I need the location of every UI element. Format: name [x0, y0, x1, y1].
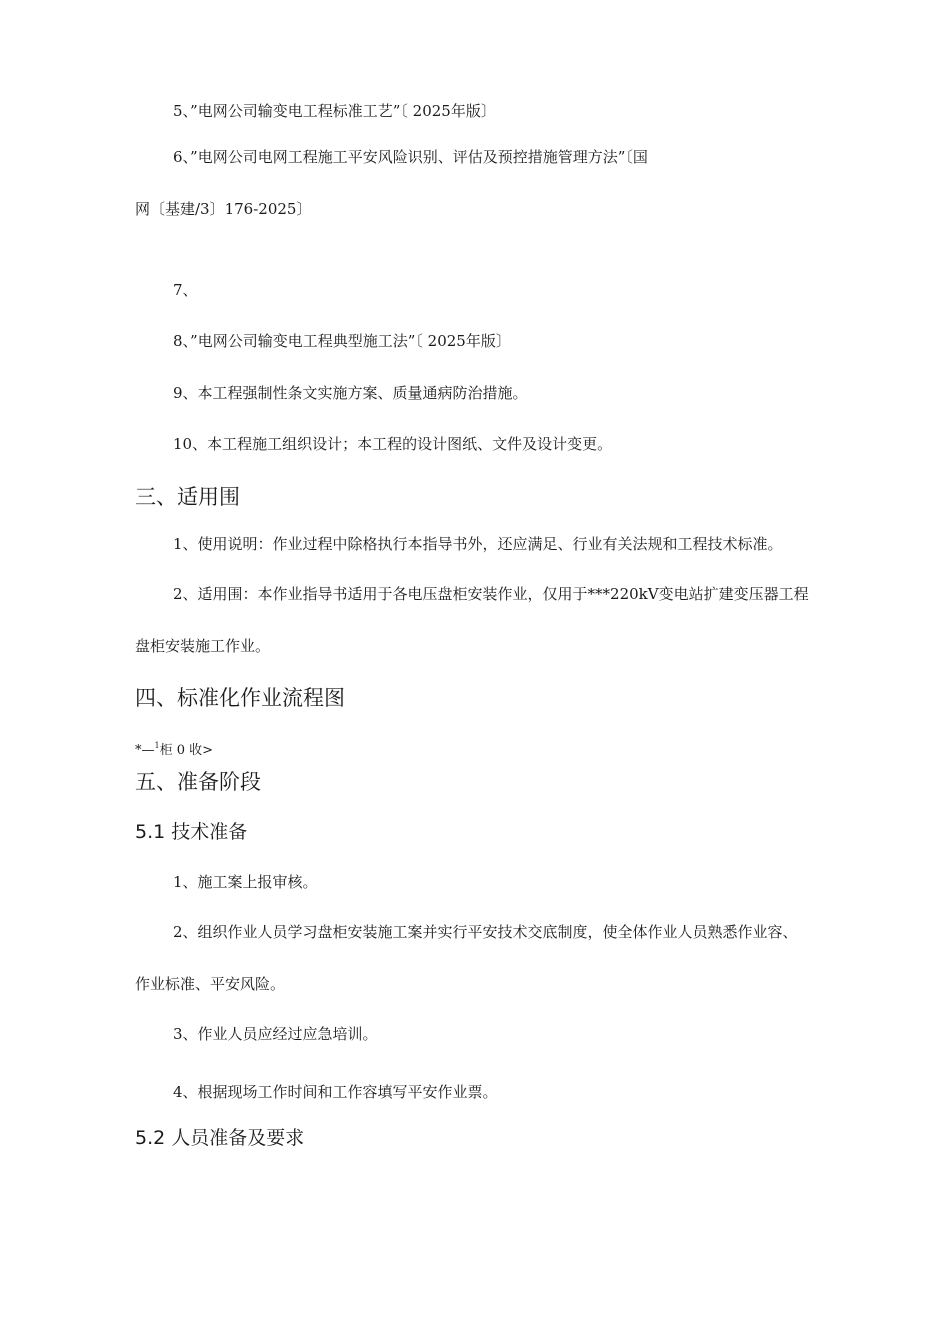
section-5-1-item-3: 3、作业人员应经过应急培训。 — [173, 1025, 378, 1043]
reference-item-6: 6、”电网公司电网工程施工平安风险识别、评估及预控措施管理方法”〔国 — [173, 148, 648, 166]
section-5-1-item-2-continued: 作业标准、平安风险。 — [135, 975, 286, 993]
section-5-2-heading: 5.2 人员准备及要求 — [135, 1127, 305, 1149]
section-5-1-item-2: 2、组织作业人员学习盘柜安装施工案并实行平安技术交底制度，使全体作业人员熟悉作业容、 — [173, 923, 798, 941]
section-3-item-2-continued: 盘柜安装施工作业。 — [135, 637, 271, 655]
reference-item-9: 9、本工程强制性条文实施方案、质量通病防治措施。 — [173, 384, 528, 402]
section-3-heading: 三、适用围 — [135, 485, 240, 509]
reference-item-8: 8、”电网公司输变电工程典型施工法”〔 2025年版〕 — [173, 332, 511, 350]
reference-item-7: 7、 — [173, 281, 198, 299]
reference-item-6-continued: 网〔基建/3〕176-2025〕 — [135, 200, 312, 218]
reference-item-10: 10、本工程施工组织设计；本工程的设计图纸、文件及设计变更。 — [173, 435, 613, 453]
section-5-1-item-4: 4、根据现场工作时间和工作容填写平安作业票。 — [173, 1083, 498, 1101]
reference-item-5: 5、”电网公司输变电工程标准工艺”〔 2025年版〕 — [173, 102, 496, 120]
section-4-heading: 四、标准化作业流程图 — [135, 686, 345, 710]
section-3-item-2: 2、适用围：本作业指导书适用于各电压盘柜安装作业，仅用于***220kV变电站扩建变压器工程 — [173, 585, 809, 603]
section-3-item-1: 1、使用说明：作业过程中除格执行本指导书外，还应满足、行业有关法规和工程技术标准。 — [173, 535, 783, 553]
flowchart-placeholder-text: *—$^1$柜 0 收> — [135, 741, 214, 758]
section-5-1-heading: 5.1 技术准备 — [135, 821, 248, 843]
section-5-1-item-1: 1、施工案上报审核。 — [173, 873, 318, 891]
section-5-heading: 五、准备阶段 — [135, 770, 261, 794]
